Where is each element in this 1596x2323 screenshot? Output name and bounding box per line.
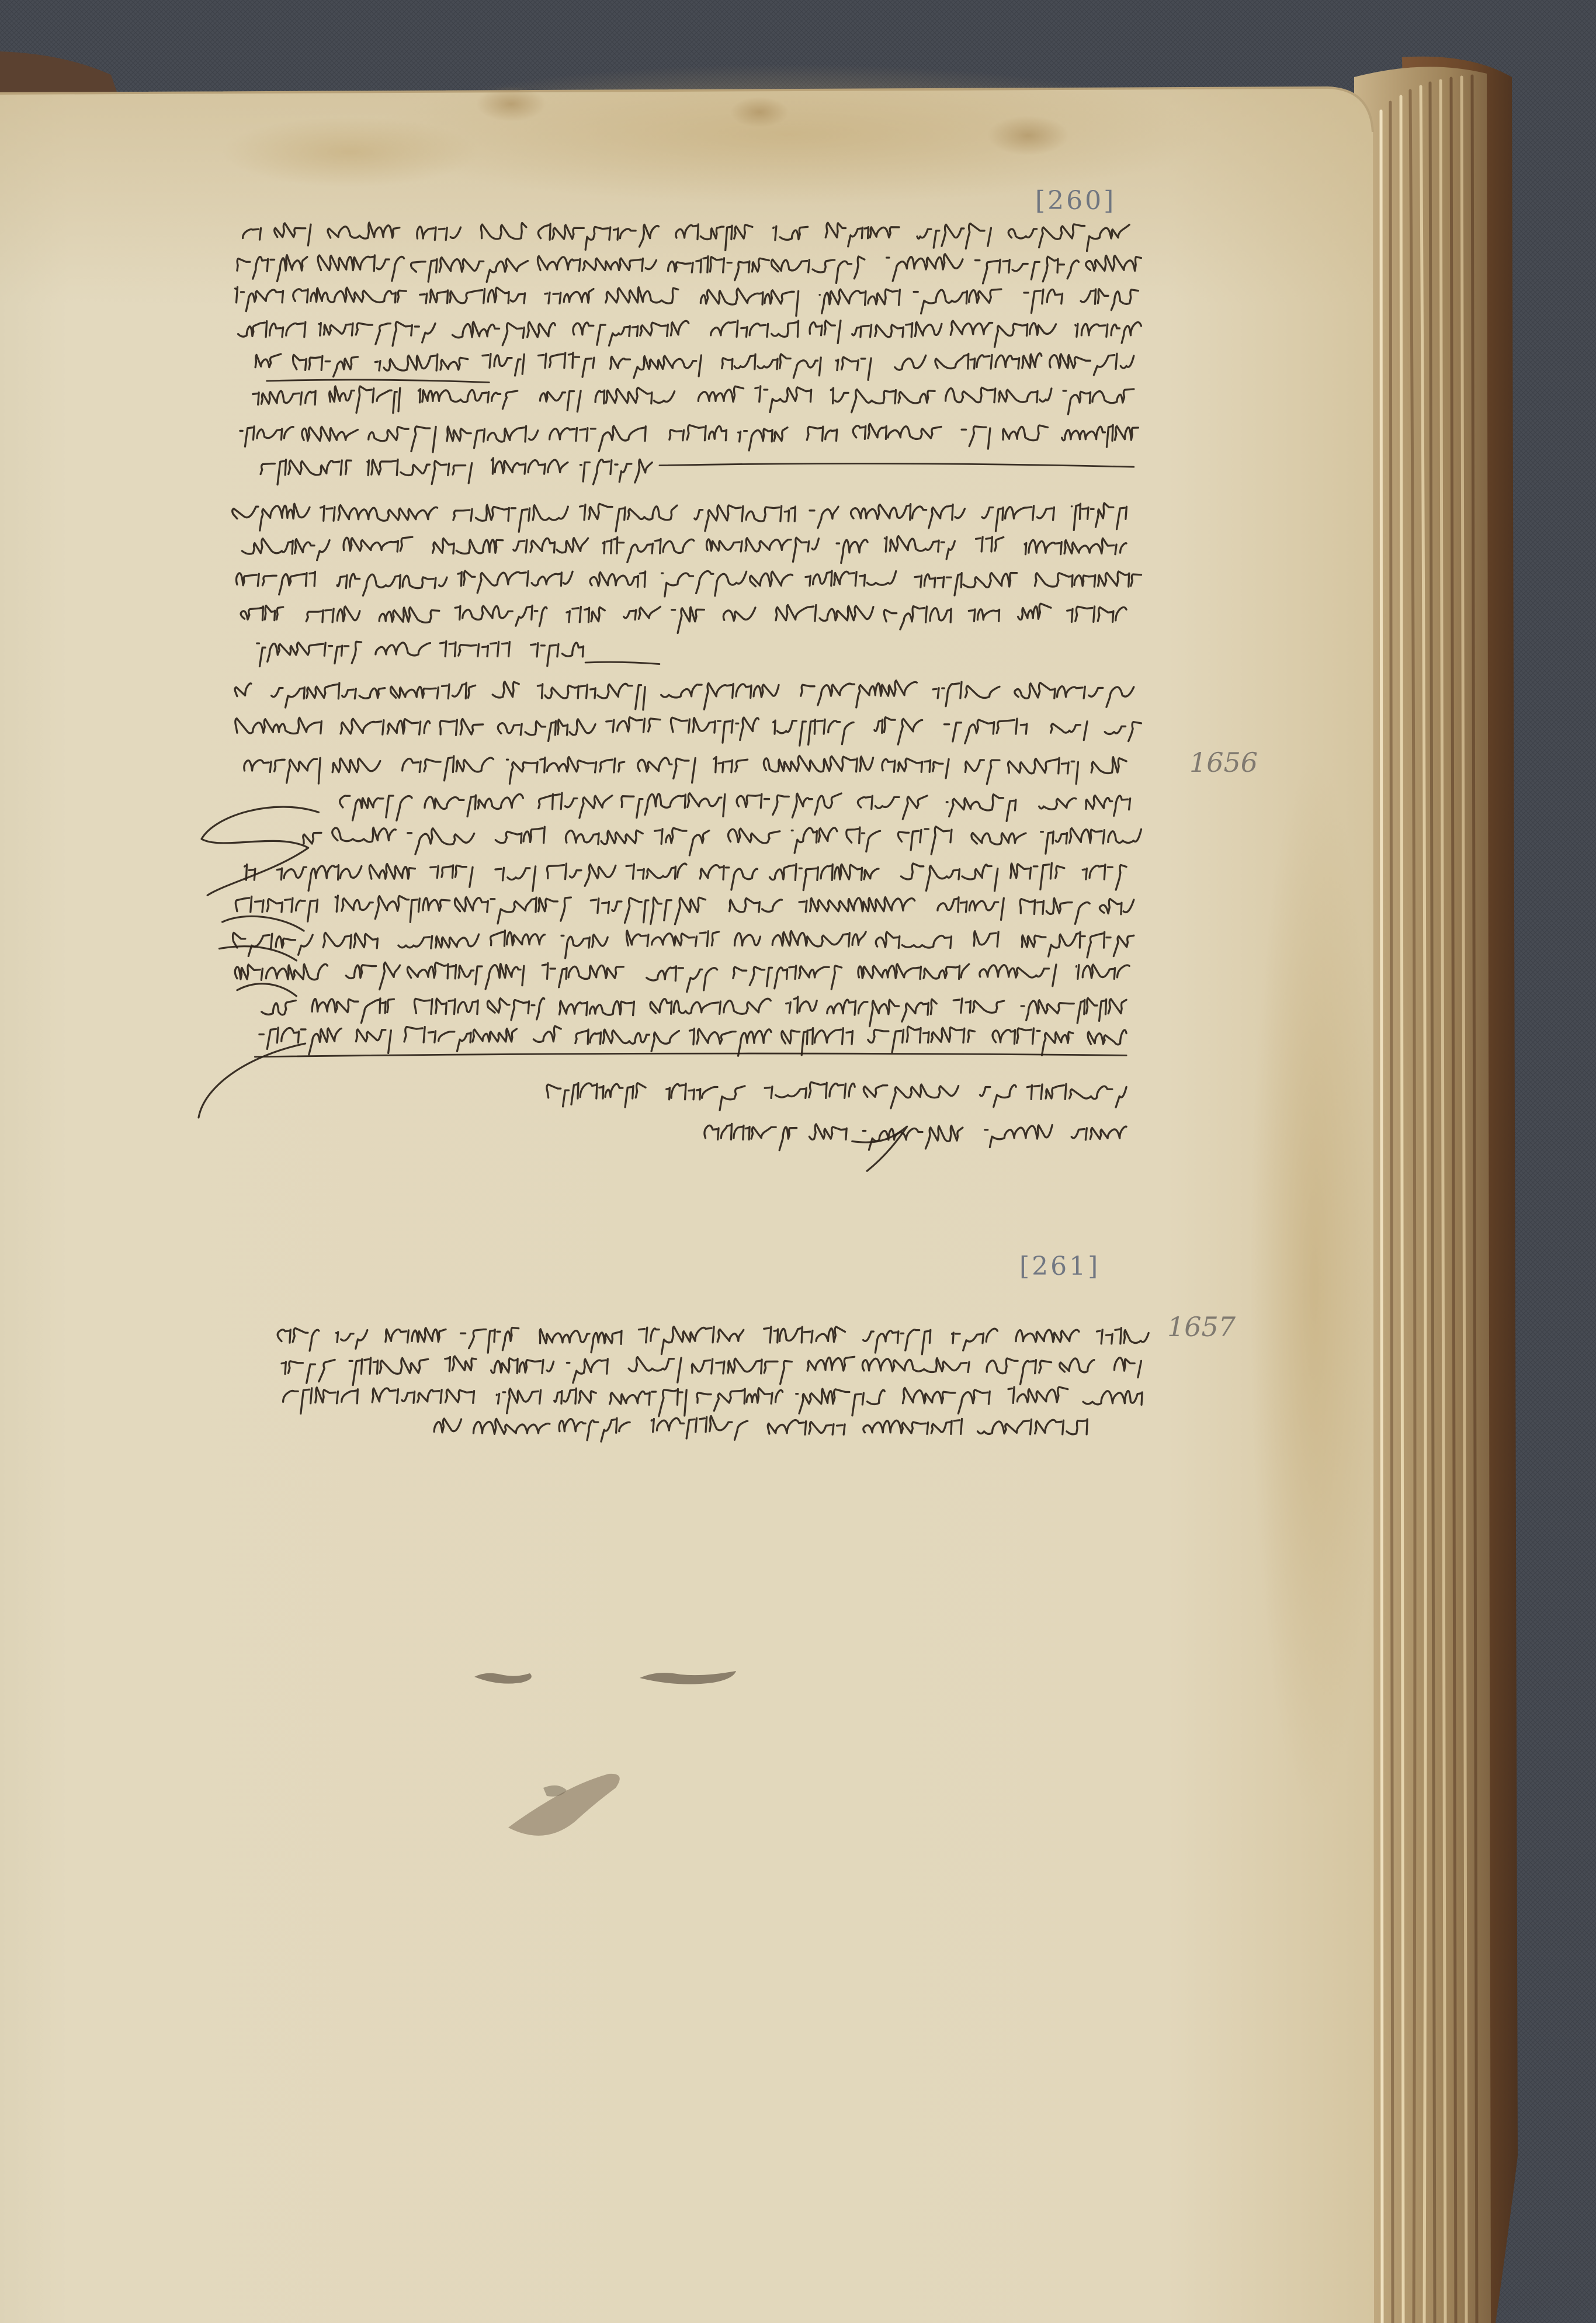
folio-number-261: [261] xyxy=(1019,1251,1101,1281)
paper-page xyxy=(0,88,1374,2323)
margin-entry-number-1657: 1657 xyxy=(1167,1311,1236,1343)
folio-number-260: [260] xyxy=(1035,186,1116,216)
margin-entry-number-1656: 1656 xyxy=(1189,747,1258,778)
